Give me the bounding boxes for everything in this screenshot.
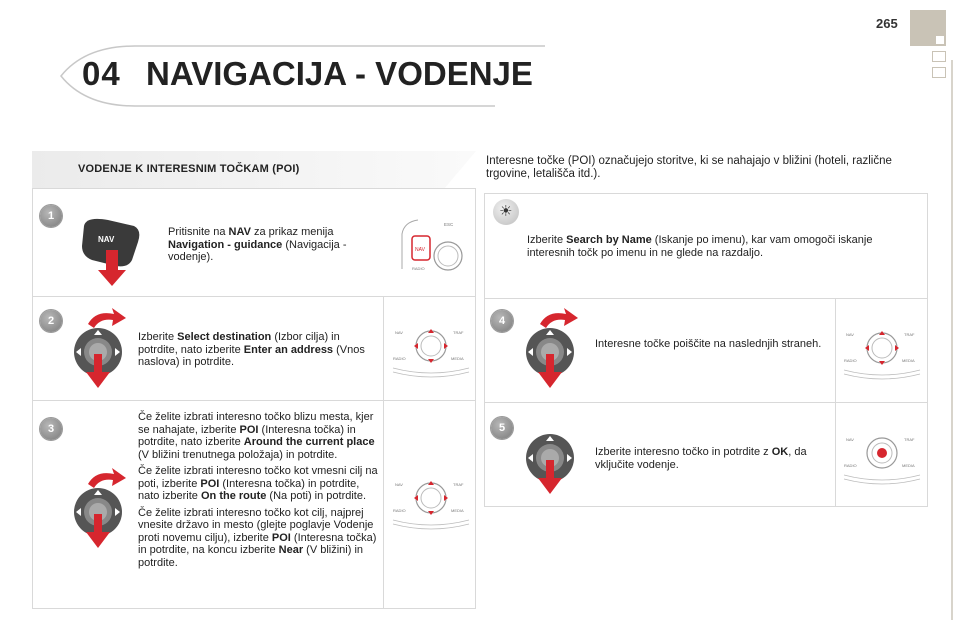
svg-text:NAV: NAV — [846, 332, 854, 337]
svg-text:TRAF: TRAF — [904, 437, 915, 442]
divider-vertical — [835, 298, 836, 507]
step-badge-5: 5 — [491, 417, 513, 439]
step3-paragraph-1: Če želite izbrati interesno točko blizu mesta, kjer se nahajate, izberite POI (Interesna točka) in potrdite, nato izberite Around the current place (V bližini trenutnega položaja) in potrdite. — [138, 411, 375, 461]
svg-text:NAV: NAV — [395, 330, 403, 335]
step3-paragraph-3: Če želite izbrati interesno točko kot cilj, najprej vnesite državo in mesto (glejte poglavje Vodenje proti novemu cilju), izberite POI (Interesna točka) in potrdite, na koncu izberite Near (V bližini) in potrdite. — [138, 506, 377, 569]
svg-text:ESC: ESC — [444, 222, 454, 227]
svg-text:RADIO: RADIO — [844, 463, 857, 468]
svg-text:RADIO: RADIO — [412, 266, 425, 271]
svg-text:MEDIA: MEDIA — [902, 358, 915, 363]
knob-illustration — [518, 414, 598, 494]
step-badge-4: 4 — [491, 310, 513, 332]
step3-text — [138, 411, 378, 569]
tip-icon — [493, 199, 519, 225]
knob-illustration — [66, 468, 146, 548]
svg-text:RADIO: RADIO — [393, 508, 406, 513]
svg-text:MEDIA: MEDIA — [451, 356, 464, 361]
intro-text: Interesne točke (POI) označujejo storitve, ki se nahajajo v bližini (hoteli, različne trgovine, letališča itd.). — [486, 155, 892, 180]
divider — [32, 296, 476, 297]
console-illustration — [391, 318, 471, 378]
console-illustration — [391, 470, 471, 530]
svg-text:RADIO: RADIO — [844, 358, 857, 363]
step-badge-1: 1 — [40, 205, 62, 227]
divider — [484, 402, 928, 403]
divider-vertical — [383, 296, 384, 609]
page-title: NAVIGACIJA - VODENJE — [146, 55, 533, 92]
nav-square-icon — [932, 67, 946, 78]
console-illustration — [842, 425, 922, 485]
nav-button-label: NAV — [98, 235, 115, 244]
tip-text: Izberite Search by Name (Iskanje po imenu), kar vam omogoči iskanje interesnih točk po imenu in ne glede na razdaljo. — [527, 234, 873, 259]
svg-text:MEDIA: MEDIA — [451, 508, 464, 513]
step4-text: Interesne točke poiščite na naslednjih straneh. — [595, 338, 822, 350]
page-number: 265 — [876, 16, 898, 31]
nav-square-icon — [932, 51, 946, 62]
svg-text:TRAF: TRAF — [453, 330, 464, 335]
svg-text:MEDIA: MEDIA — [902, 463, 915, 468]
console-nav-illustration — [392, 214, 472, 274]
step5-text: Izberite interesno točko in potrdite z OK, da vključite vodenje. — [595, 446, 807, 471]
step2-text: Izberite Select destination (Izbor cilja) in potrdite, nato izberite Enter an address (Vnos naslova) in potrdite. — [138, 331, 365, 368]
knob-illustration — [518, 308, 598, 388]
nav-button-illustration — [78, 212, 148, 287]
step-badge-2: 2 — [40, 310, 62, 332]
chapter-tab — [910, 10, 946, 46]
step-badge-3: 3 — [40, 418, 62, 440]
step3-paragraph-2: Če želite izbrati interesno točko kot vmesni cilj na poti, izberite POI (Interesna točka) in potrdite, nato izberite On the route (Na poti) in potrdite. — [138, 465, 378, 502]
chapter-number: 04 — [82, 55, 121, 92]
svg-text:TRAF: TRAF — [904, 332, 915, 337]
section-title: VODENJE K INTERESNIM TOČKAM (POI) — [78, 163, 300, 175]
svg-text:NAV: NAV — [415, 247, 425, 253]
divider — [484, 298, 928, 299]
console-illustration — [842, 320, 922, 380]
svg-text:TRAF: TRAF — [453, 482, 464, 487]
svg-text:NAV: NAV — [395, 482, 403, 487]
knob-illustration — [66, 308, 146, 388]
svg-text:NAV: NAV — [846, 437, 854, 442]
svg-text:RADIO: RADIO — [393, 356, 406, 361]
margin-rule — [951, 60, 953, 620]
step1-text: Pritisnite na NAV za prikaz menija Navigation - guidance (Navigacija - vodenje). — [168, 226, 347, 263]
divider — [32, 400, 476, 401]
